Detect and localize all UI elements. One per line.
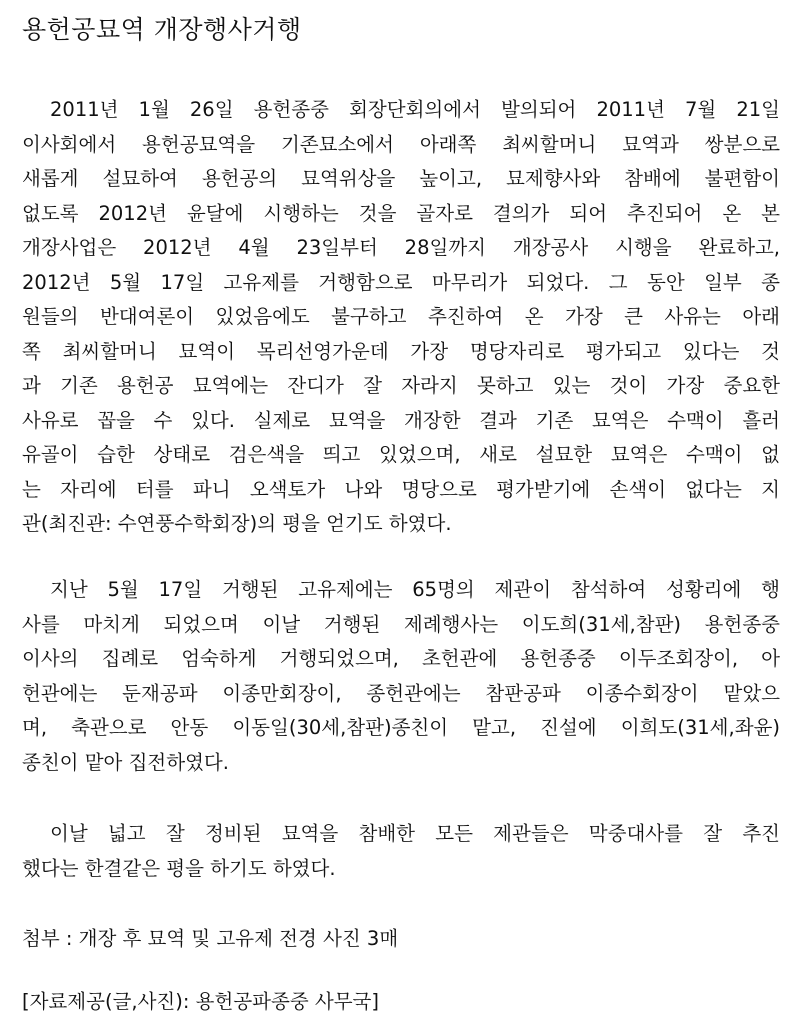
text-line: 했다는 한결같은 평을 하기도 하였다. (22, 856, 336, 880)
text-line: 새롭게 설묘하여 용헌공의 묘역위상을 높이고, 묘제향사와 참배에 불편함이 (22, 167, 780, 190)
text-line: 며, 축관으로 안동 이동일(30세,참판)종친이 맡고, 진설에 이희도(31세,좌윤) (22, 716, 780, 739)
text-line: 이사회에서 용헌공묘역을 기존묘소에서 아래쪽 최씨할머니 묘역과 쌍분으로 (22, 132, 780, 156)
text-line: 개장사업은 2012년 4월 23일부터 28일까지 개장공사 시행을 완료하고, (22, 236, 780, 259)
text-line: 관(최진관: 수연풍수학회장)의 평을 얻기도 하였다. (22, 512, 452, 535)
paragraph-2 (22, 573, 780, 780)
source-credit: [자료제공(글,사진): 용헌공파종중 사무국] (22, 990, 379, 1013)
document-title: 용헌공묘역 개장행사거행 (22, 15, 302, 44)
text-line: 유골이 습한 상태로 검은색을 띄고 있었으며, 새로 설묘한 묘역은 수맥이 없 (22, 443, 780, 466)
attachment-note: 첨부 : 개장 후 묘역 및 고유제 전경 사진 3매 (22, 927, 399, 950)
text-line: 지난 5월 17일 거행된 고유제에는 65명의 제관이 참석하여 성황리에 행 (50, 578, 780, 601)
text-line: 2012년 5월 17일 고유제를 거행함으로 마무리가 되었다. 그 동안 일부 종 (22, 270, 780, 294)
text-line: 이날 넓고 잘 정비된 묘역을 참배한 모든 제관들은 막중대사를 잘 추진 (50, 822, 780, 845)
text-line: 쪽 최씨할머니 묘역이 목리선영가운데 가장 명당자리로 평가되고 있다는 것 (22, 339, 780, 363)
text-line: 과 기존 용헌공 묘역에는 잔디가 잘 자라지 못하고 있는 것이 가장 중요한 (22, 374, 780, 397)
text-line: 원들의 반대여론이 있었음에도 불구하고 추진하여 온 가장 큰 사유는 아래 (22, 305, 780, 328)
text-line: 는 자리에 터를 파니 오색토가 나와 명당으로 평가받기에 손색이 없다는 지 (22, 477, 780, 501)
paragraph-1 (22, 93, 780, 542)
paragraph-3 (22, 817, 780, 886)
text-line: 헌관에는 둔재공파 이종만회장이, 종헌관에는 참판공파 이종수회장이 맡았으 (22, 681, 780, 705)
text-line: 없도록 2012년 윤달에 시행하는 것을 골자로 결의가 되어 추진되어 온 본 (22, 201, 780, 225)
text-line: 이사의 집례로 엄숙하게 거행되었으며, 초헌관에 용헌종중 이두조회장이, 아 (22, 647, 780, 670)
text-line: 사유로 꼽을 수 있다. 실제로 묘역을 개장한 결과 기존 묘역은 수맥이 흘러 (22, 408, 780, 432)
text-line: 사를 마치게 되었으며 이날 거행된 제례행사는 이도희(31세,참판) 용헌종중 (22, 612, 780, 636)
text-line: 종친이 맡아 집전하였다. (22, 750, 229, 774)
text-line: 2011년 1월 26일 용헌종중 회장단회의에서 발의되어 2011년 7월 21일 (50, 98, 780, 121)
